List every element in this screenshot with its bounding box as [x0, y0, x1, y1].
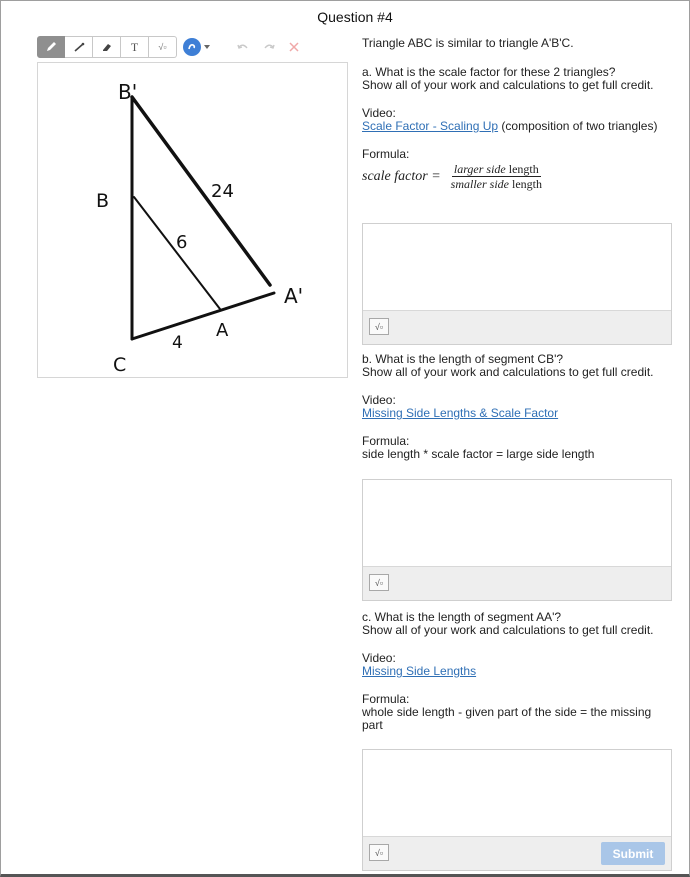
math-editor-button-c[interactable]	[369, 844, 389, 861]
part-b-video-link[interactable]: Missing Side Lengths & Scale Factor	[362, 406, 559, 420]
text-tool-button[interactable]	[121, 36, 149, 58]
side-ca-prime	[132, 293, 274, 339]
part-a-formula-label: Formula:	[362, 147, 410, 161]
text-icon: T	[130, 39, 139, 54]
close-icon[interactable]	[289, 42, 299, 52]
drawing-canvas[interactable]	[37, 62, 348, 378]
pencil-icon	[44, 40, 58, 54]
part-a-video-suffix: (composition of two triangles)	[498, 119, 658, 133]
math-editor-button-a[interactable]	[369, 318, 389, 335]
answer-toolbar-c	[363, 836, 671, 870]
denominator-italic: smaller side	[450, 177, 509, 191]
submit-button[interactable]: Submit	[601, 842, 665, 865]
math-editor-button-b[interactable]	[369, 574, 389, 591]
color-picker-icon	[183, 38, 201, 56]
math-tool-button[interactable]	[149, 36, 177, 58]
formula-denominator	[449, 177, 544, 190]
side-ab	[134, 197, 220, 309]
undo-icon[interactable]	[237, 42, 249, 52]
part-c-formula-label: Formula:	[362, 692, 410, 706]
answer-box-a	[362, 223, 672, 345]
denominator-upright: length	[509, 177, 542, 191]
part-c	[362, 611, 674, 732]
part-a-formula	[362, 163, 674, 190]
part-b	[362, 353, 674, 461]
part-b-formula-text: side length * scale factor = large side length	[362, 447, 595, 461]
label-length-24: 24	[211, 181, 234, 202]
part-c-question-line1: c. What is the length of segment AA'?	[362, 610, 562, 624]
part-c-question-line2: Show all of your work and calculations to get full credit.	[362, 623, 654, 637]
intro-text	[362, 37, 674, 50]
part-a-video-line	[362, 120, 674, 133]
part-b-video-label: Video:	[362, 393, 396, 407]
formula-numerator	[452, 163, 541, 177]
label-length-4: 4	[172, 333, 183, 353]
answer-box-c	[362, 749, 672, 871]
sqrt-icon: √▫	[374, 321, 384, 332]
line-tool-button[interactable]	[65, 36, 93, 58]
label-length-6: 6	[176, 232, 188, 253]
color-picker[interactable]	[183, 36, 211, 58]
eraser-tool-button[interactable]	[93, 36, 121, 58]
sqrt-icon: √▫	[374, 577, 384, 588]
part-a	[362, 66, 674, 190]
part-a-question-line1: a. What is the scale factor for these 2 triangles?	[362, 65, 616, 79]
part-c-formula-text: whole side length - given part of the side = the missing part	[362, 705, 652, 732]
label-b-prime: B'	[118, 80, 138, 104]
part-c-video-label: Video:	[362, 651, 396, 665]
intro-line: Triangle ABC is similar to triangle A'B'C.	[362, 36, 574, 50]
answer-toolbar-b	[363, 566, 671, 600]
part-b-question-line2: Show all of your work and calculations to get full credit.	[362, 365, 654, 379]
side-a-prime-b-prime	[132, 97, 270, 285]
page-title: Question #4	[317, 9, 393, 25]
sqrt-icon: √▫	[374, 847, 384, 858]
formula-lhs: scale factor =	[362, 169, 441, 184]
redo-icon[interactable]	[263, 42, 275, 52]
label-a: A	[216, 320, 229, 341]
triangle-drawing	[38, 63, 349, 379]
answer-input-b[interactable]	[363, 480, 671, 566]
label-a-prime: A'	[284, 284, 304, 308]
numerator-italic: larger side	[453, 162, 506, 176]
sqrt-icon: √▫	[158, 42, 167, 52]
chevron-down-icon	[203, 44, 211, 50]
line-icon	[72, 40, 86, 54]
part-c-video-link[interactable]: Missing Side Lengths	[362, 664, 477, 678]
part-a-video-link[interactable]: Scale Factor - Scaling Up	[362, 119, 499, 133]
part-b-question-line1: b. What is the length of segment CB'?	[362, 352, 564, 366]
part-b-formula-label: Formula:	[362, 434, 410, 448]
answer-box-b	[362, 479, 672, 601]
formula-fraction	[449, 163, 544, 190]
numerator-upright: length	[505, 162, 539, 176]
part-a-question-line2: Show all of your work and calculations to get full credit.	[362, 78, 654, 92]
label-b: B	[96, 190, 110, 212]
pencil-tool-button[interactable]	[37, 36, 65, 58]
part-a-video-label: Video:	[362, 106, 396, 120]
answer-input-c[interactable]	[363, 750, 671, 836]
eraser-icon	[100, 40, 114, 54]
answer-input-a[interactable]	[363, 224, 671, 310]
answer-toolbar-a	[363, 310, 671, 344]
drawing-toolbar	[37, 34, 299, 60]
label-c: C	[113, 354, 127, 376]
